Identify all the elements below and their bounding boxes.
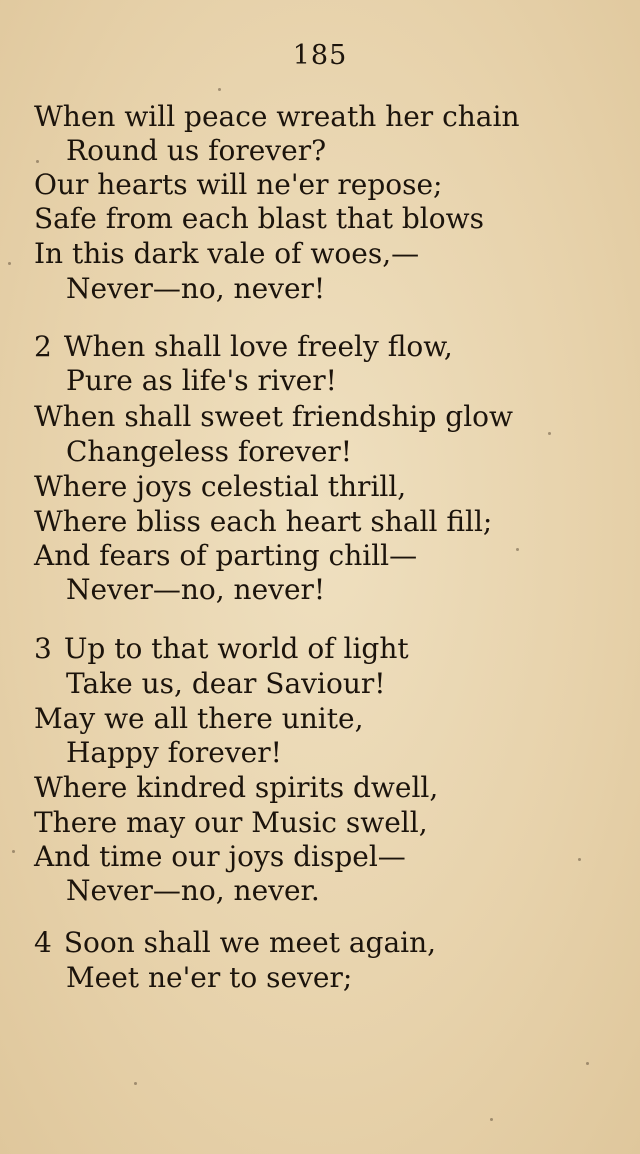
stanza-2-line-2: Pure as life's river! <box>66 364 337 397</box>
stanza-2-line-6: Where bliss each heart shall fill; <box>34 505 493 538</box>
stanza-2-line-1 <box>34 330 453 364</box>
stanza-4-line-1 <box>34 926 436 960</box>
paper-speck <box>218 88 221 91</box>
stanza-1-line-6: Never—no, never! <box>66 272 326 305</box>
stanza-1-line-1: When will peace wreath her chain <box>34 100 520 133</box>
stanza-4-line-1-text: Soon shall we meet again, <box>63 926 437 959</box>
paper-speck <box>8 262 11 265</box>
stanza-2-line-7: And fears of parting chill— <box>34 539 418 572</box>
stanza-2-line-5: Where joys celestial thrill, <box>34 470 407 503</box>
paper-speck <box>578 858 581 861</box>
stanza-2-line-1-text: When shall love freely flow, <box>63 330 453 363</box>
page-number: 185 <box>292 40 348 71</box>
paper-speck <box>134 1082 137 1085</box>
paper-speck <box>548 432 551 435</box>
stanza-3-line-6: There may our Music swell, <box>34 806 428 839</box>
stanza-2-line-4: Changeless forever! <box>66 435 353 468</box>
stanza-4-number: 4 <box>34 926 52 959</box>
stanza-4-line-2: Meet ne'er to sever; <box>66 961 353 994</box>
stanza-2-line-3: When shall sweet friendship glow <box>34 400 513 433</box>
stanza-2-line-8: Never—no, never! <box>66 573 326 606</box>
stanza-3-line-3: May we all there unite, <box>34 702 364 735</box>
stanza-1-line-5: In this dark vale of woes,— <box>34 237 420 270</box>
stanza-2-number: 2 <box>34 330 52 363</box>
stanza-3-number: 3 <box>34 632 52 665</box>
stanza-3-line-1 <box>34 632 409 666</box>
stanza-3-line-1-text: Up to that world of light <box>63 632 409 665</box>
paper-speck <box>586 1062 589 1065</box>
paper-speck <box>490 1118 493 1121</box>
stanza-1-line-4: Safe from each blast that blows <box>34 202 484 235</box>
stanza-1-line-2: Round us forever? <box>66 134 327 167</box>
stanza-3-line-2: Take us, dear Saviour! <box>66 667 386 700</box>
paper-speck <box>36 160 39 163</box>
paper-speck <box>12 850 15 853</box>
stanza-3-line-7: And time our joys dispel— <box>34 840 406 873</box>
paper-speck <box>516 548 519 551</box>
stanza-3-line-5: Where kindred spirits dwell, <box>34 771 439 804</box>
stanza-3-line-8: Never—no, never. <box>66 874 320 907</box>
stanza-1-line-3: Our hearts will ne'er repose; <box>34 168 443 201</box>
stanza-3-line-4: Happy forever! <box>66 736 282 769</box>
